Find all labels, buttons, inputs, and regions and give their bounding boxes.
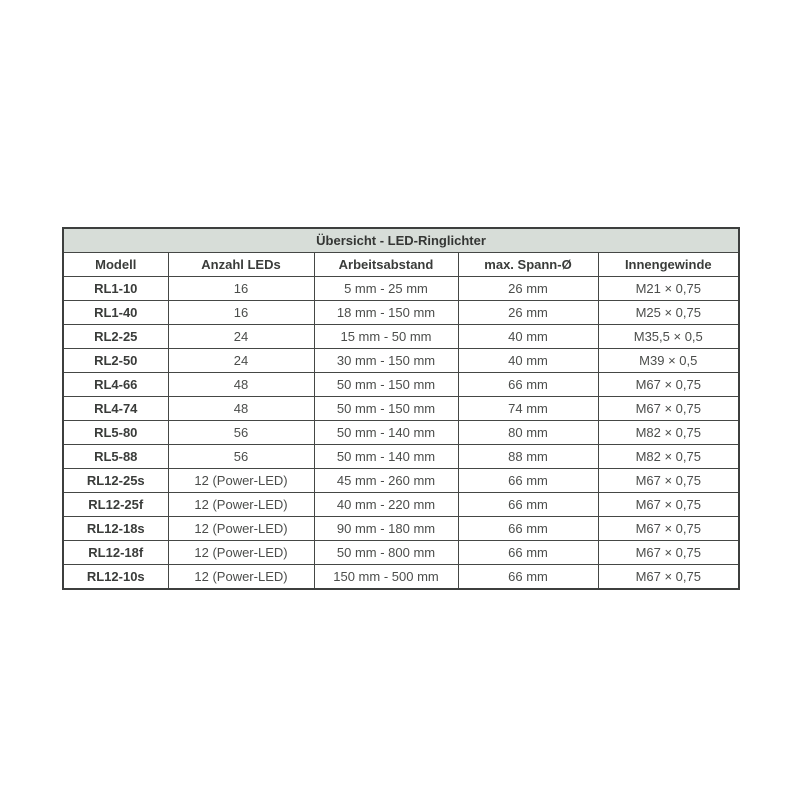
cell-leds: 12 (Power-LED) [168,469,314,493]
table-row [63,325,739,349]
cell-model: RL12-25f [63,493,168,517]
cell-working-distance: 150 mm - 500 mm [314,565,458,590]
cell-leds: 56 [168,421,314,445]
cell-working-distance: 40 mm - 220 mm [314,493,458,517]
cell-inner-thread: M67 × 0,75 [598,493,739,517]
cell-inner-thread: M67 × 0,75 [598,517,739,541]
table-row [63,421,739,445]
cell-model: RL4-66 [63,373,168,397]
cell-working-distance: 50 mm - 150 mm [314,373,458,397]
cell-clamp-diameter: 66 mm [458,493,598,517]
cell-model: RL5-88 [63,445,168,469]
cell-inner-thread: M25 × 0,75 [598,301,739,325]
table-row [63,301,739,325]
cell-clamp-diameter: 66 mm [458,517,598,541]
cell-leds: 12 (Power-LED) [168,541,314,565]
cell-working-distance: 50 mm - 140 mm [314,445,458,469]
cell-clamp-diameter: 26 mm [458,301,598,325]
cell-working-distance: 50 mm - 140 mm [314,421,458,445]
cell-working-distance: 18 mm - 150 mm [314,301,458,325]
cell-leds: 12 (Power-LED) [168,493,314,517]
cell-working-distance: 5 mm - 25 mm [314,277,458,301]
column-header-arbeitsabstand: Arbeitsabstand [314,253,458,277]
cell-clamp-diameter: 40 mm [458,349,598,373]
cell-leds: 12 (Power-LED) [168,565,314,590]
cell-working-distance: 50 mm - 150 mm [314,397,458,421]
cell-model: RL2-25 [63,325,168,349]
cell-clamp-diameter: 74 mm [458,397,598,421]
cell-inner-thread: M67 × 0,75 [598,373,739,397]
column-header-modell: Modell [63,253,168,277]
cell-clamp-diameter: 88 mm [458,445,598,469]
table-row [63,445,739,469]
table-row [63,397,739,421]
header-row [63,253,739,277]
cell-leds: 48 [168,373,314,397]
table-row [63,565,739,590]
cell-clamp-diameter: 80 mm [458,421,598,445]
cell-model: RL12-25s [63,469,168,493]
cell-leds: 24 [168,349,314,373]
cell-model: RL5-80 [63,421,168,445]
cell-leds: 12 (Power-LED) [168,517,314,541]
table-row [63,517,739,541]
cell-clamp-diameter: 66 mm [458,565,598,590]
cell-inner-thread: M82 × 0,75 [598,445,739,469]
cell-clamp-diameter: 66 mm [458,373,598,397]
cell-working-distance: 45 mm - 260 mm [314,469,458,493]
cell-inner-thread: M67 × 0,75 [598,541,739,565]
cell-leds: 24 [168,325,314,349]
cell-leds: 48 [168,397,314,421]
cell-working-distance: 30 mm - 150 mm [314,349,458,373]
cell-model: RL2-50 [63,349,168,373]
cell-clamp-diameter: 66 mm [458,541,598,565]
led-ringlight-overview-table [62,227,740,590]
cell-leds: 16 [168,301,314,325]
table-row [63,373,739,397]
cell-clamp-diameter: 40 mm [458,325,598,349]
cell-inner-thread: M67 × 0,75 [598,397,739,421]
cell-inner-thread: M39 × 0,5 [598,349,739,373]
cell-inner-thread: M35,5 × 0,5 [598,325,739,349]
table-row [63,469,739,493]
cell-inner-thread: M21 × 0,75 [598,277,739,301]
cell-model: RL12-10s [63,565,168,590]
cell-clamp-diameter: 26 mm [458,277,598,301]
cell-working-distance: 15 mm - 50 mm [314,325,458,349]
table-row [63,349,739,373]
cell-model: RL1-10 [63,277,168,301]
cell-inner-thread: M82 × 0,75 [598,421,739,445]
column-header-max-spann: max. Spann-Ø [458,253,598,277]
cell-working-distance: 90 mm - 180 mm [314,517,458,541]
cell-model: RL1-40 [63,301,168,325]
cell-clamp-diameter: 66 mm [458,469,598,493]
table-row [63,277,739,301]
table-title: Übersicht - LED-Ringlichter [63,228,739,253]
cell-inner-thread: M67 × 0,75 [598,469,739,493]
column-header-innengewinde: Innengewinde [598,253,739,277]
table-row [63,541,739,565]
title-row [63,228,739,253]
cell-inner-thread: M67 × 0,75 [598,565,739,590]
cell-working-distance: 50 mm - 800 mm [314,541,458,565]
table-row [63,493,739,517]
cell-leds: 56 [168,445,314,469]
column-header-anzahl-leds: Anzahl LEDs [168,253,314,277]
cell-model: RL4-74 [63,397,168,421]
cell-model: RL12-18s [63,517,168,541]
cell-model: RL12-18f [63,541,168,565]
cell-leds: 16 [168,277,314,301]
